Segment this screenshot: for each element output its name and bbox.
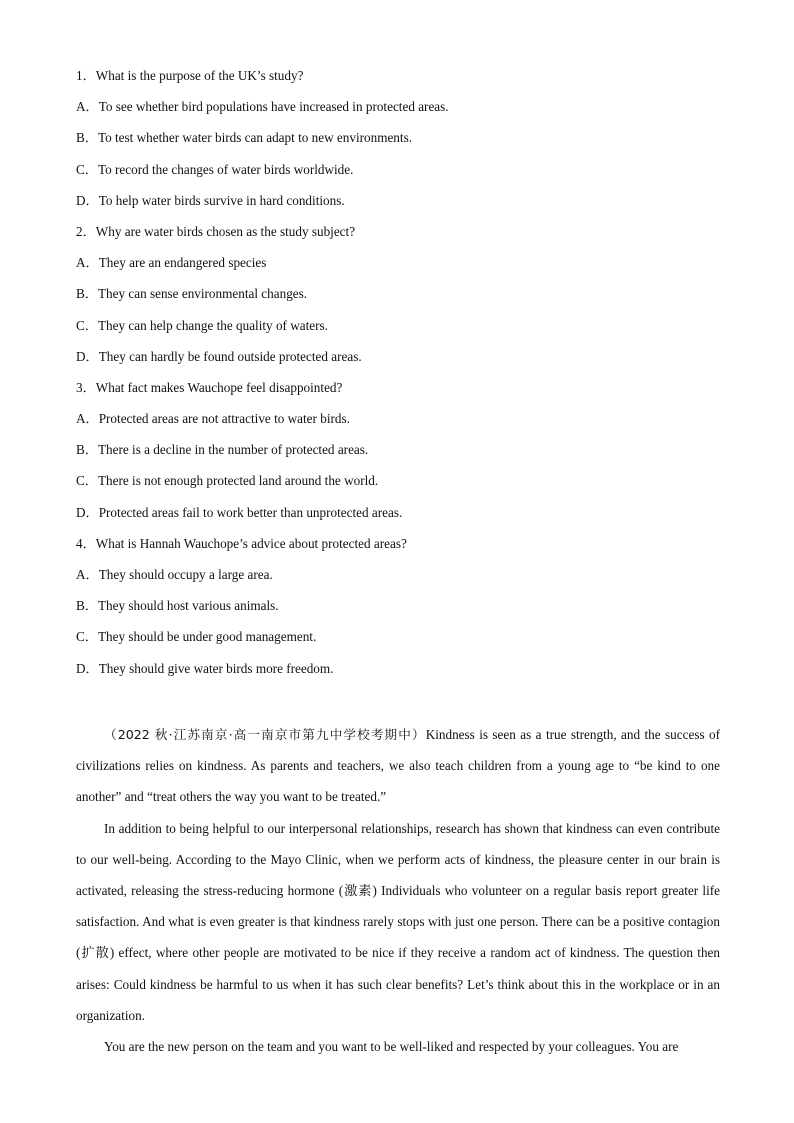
passage-paragraph-3: You are the new person on the team and you want to be well-liked and respected by your colleagues. You are [104, 1039, 679, 1055]
question-4-option-d: D．They should give water birds more freedom. [76, 660, 334, 676]
question-stem-1: 1．What is the purpose of the UK’s study? [76, 68, 304, 83]
question-2-option-d: D．They can hardly be found outside protected areas. [76, 348, 362, 364]
question-stem-3: 3．What fact makes Wauchope feel disappointed? [76, 379, 343, 395]
question-3-option-b: B．There is a decline in the number of protected areas. [76, 442, 369, 458]
question-3-option-d: D．Protected areas fail to work better than unprotected areas. [76, 504, 403, 520]
passage-paragraph-1-text: Kindness is seen as a true strength, and the success of civilizations relies on kindness. As parents and teachers, we also teach children from a young age to “be kind to one another” and “treat others the way you want to be treated.” [76, 727, 720, 805]
question-3-option-c: C．There is not enough protected land around the world. [76, 473, 379, 489]
question-1-option-c: C．To record the changes of water birds worldwide. [76, 161, 354, 177]
passage-source: （2022 秋·江苏南京·高一南京市第九中学校考期中） [104, 727, 426, 742]
reading-passage [76, 719, 720, 1062]
question-block [76, 64, 726, 688]
question-4-option-a: A．They should occupy a large area. [76, 567, 273, 582]
passage-paragraph-2: In addition to being helpful to our interpersonal relationships, research has shown that kindness can even contribute to our well-being. According to the Mayo Clinic, when we perform acts of kindness, the pleasure center in our brain is activated, releasing the stress-reducing hormone (激素) Individuals who volunteer on a regular basis report greater life satisfaction. And what is even greater is that kindness rarely stops with just one person. There can be a positive contagion (扩散) effect, where other people are motivated to be nice if they receive a random act of kindness. The question then arises: Could kindness be harmful to us when it has such clear benefits? Let’s think about this in the workplace or in an organization. [76, 820, 720, 1023]
question-1-option-d: D．To help water birds survive in hard conditions. [76, 192, 345, 208]
question-2-option-c: C．They can help change the quality of waters. [76, 317, 328, 333]
question-3-option-a: A．Protected areas are not attractive to water birds. [76, 411, 350, 427]
question-stem-4: 4．What is Hannah Wauchope’s advice about protected areas? [76, 535, 407, 551]
question-4-option-c: C．They should be under good management. [76, 629, 317, 645]
question-1-option-a: A．To see whether bird populations have increased in protected areas. [76, 99, 449, 115]
question-2-option-a: A．They are an endangered species [76, 255, 267, 271]
question-1-option-b: B．To test whether water birds can adapt to new environments. [76, 130, 412, 146]
question-2-option-b: B．They can sense environmental changes. [76, 286, 308, 302]
passage-paragraph-1 [76, 719, 720, 813]
question-stem-2: 2．Why are water birds chosen as the study subject? [76, 223, 356, 239]
question-4-option-b: B．They should host various animals. [76, 598, 279, 614]
